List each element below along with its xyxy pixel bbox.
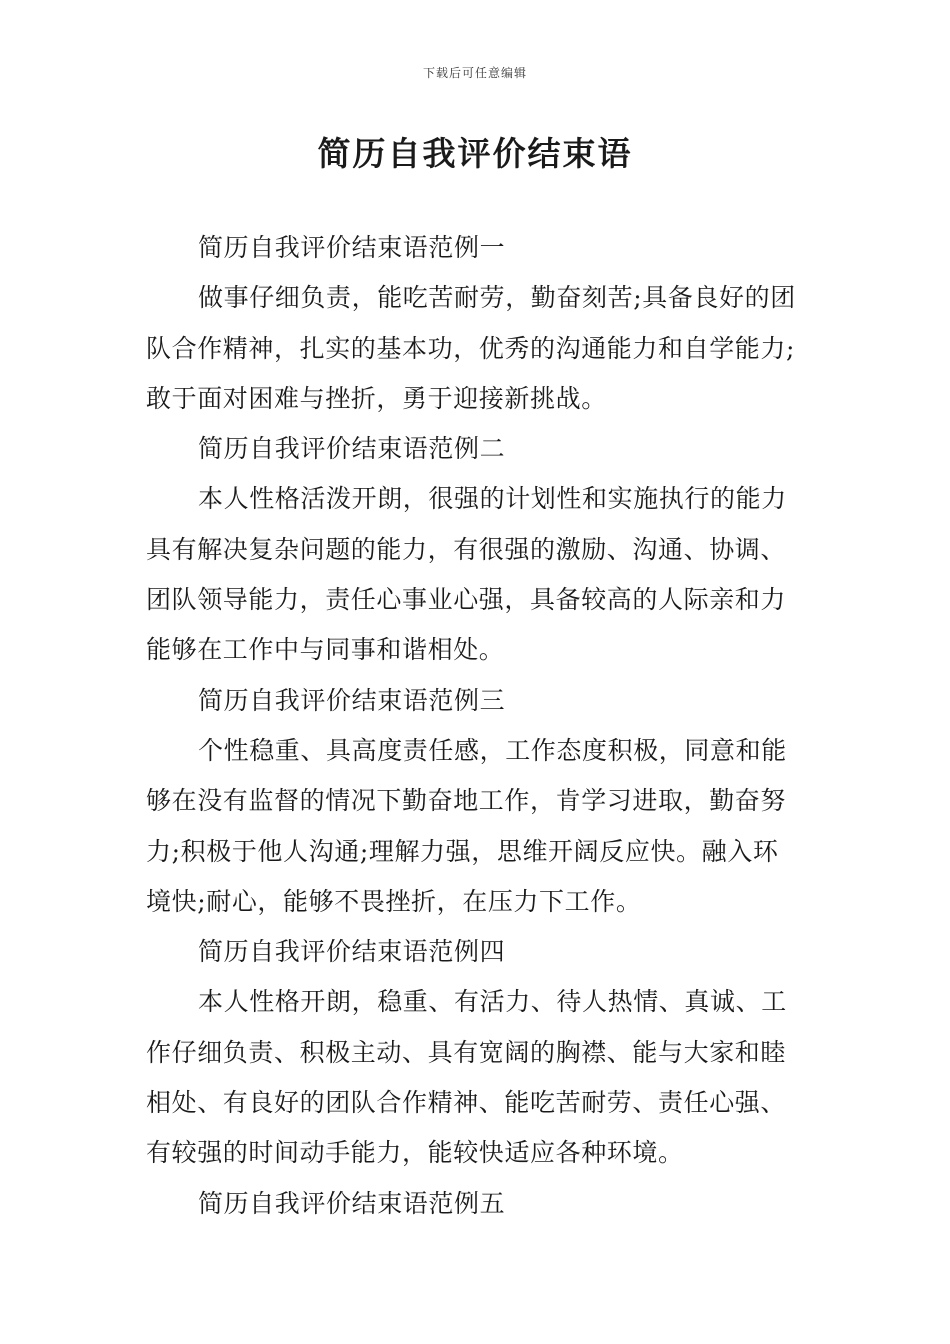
line-4: 敢于面对困难与挫折，勇于迎接新挑战。 <box>146 383 607 413</box>
line-2: 做事仔细负责，能吃苦耐劳，勤奋刻苦;具备良好的团 <box>198 283 796 313</box>
line-3: 队合作精神，扎实的基本功，优秀的沟通能力和自学能力; <box>146 333 796 363</box>
line-19: 有较强的时间动手能力，能较快适应各种环境。 <box>146 1138 684 1168</box>
line-9: 能够在工作中与同事和谐相处。 <box>146 635 505 665</box>
line-5: 简历自我评价结束语范例二 <box>198 434 506 464</box>
line-12: 够在没有监督的情况下勤奋地工作，肯学习进取，勤奋努 <box>146 786 787 816</box>
document-body <box>146 223 808 1229</box>
line-7: 具有解决复杂问题的能力，有很强的激励、沟通、协调、 <box>146 534 787 564</box>
line-17: 作仔细负责、积极主动、具有宽阔的胸襟、能与大家和睦 <box>146 1037 787 1067</box>
line-10: 简历自我评价结束语范例三 <box>198 685 506 715</box>
line-1: 简历自我评价结束语范例一 <box>198 233 506 262</box>
line-13: 力;积极于他人沟通;理解力强，思维开阔反应快。融入环 <box>146 836 779 866</box>
line-6: 本人性格活泼开朗，很强的计划性和实施执行的能力 <box>198 484 787 514</box>
line-14: 境快;耐心，能够不畏挫折，在压力下工作。 <box>146 886 642 916</box>
line-16: 本人性格开朗，稳重、有活力、待人热情、真诚、工 <box>198 987 787 1017</box>
line-15: 简历自我评价结束语范例四 <box>198 937 506 967</box>
header-note: 下载后可任意编辑 <box>422 66 527 80</box>
line-8: 团队领导能力，责任心事业心强，具备较高的人际亲和力 <box>146 585 787 615</box>
line-20: 简历自我评价结束语范例五 <box>198 1188 506 1218</box>
line-18: 相处、有良好的团队合作精神、能吃苦耐劳、责任心强、 <box>146 1088 787 1118</box>
line-11: 个性稳重、具高度责任感，工作态度积极，同意和能 <box>198 735 787 765</box>
page-title: 简历自我评价结束语 <box>317 134 633 173</box>
